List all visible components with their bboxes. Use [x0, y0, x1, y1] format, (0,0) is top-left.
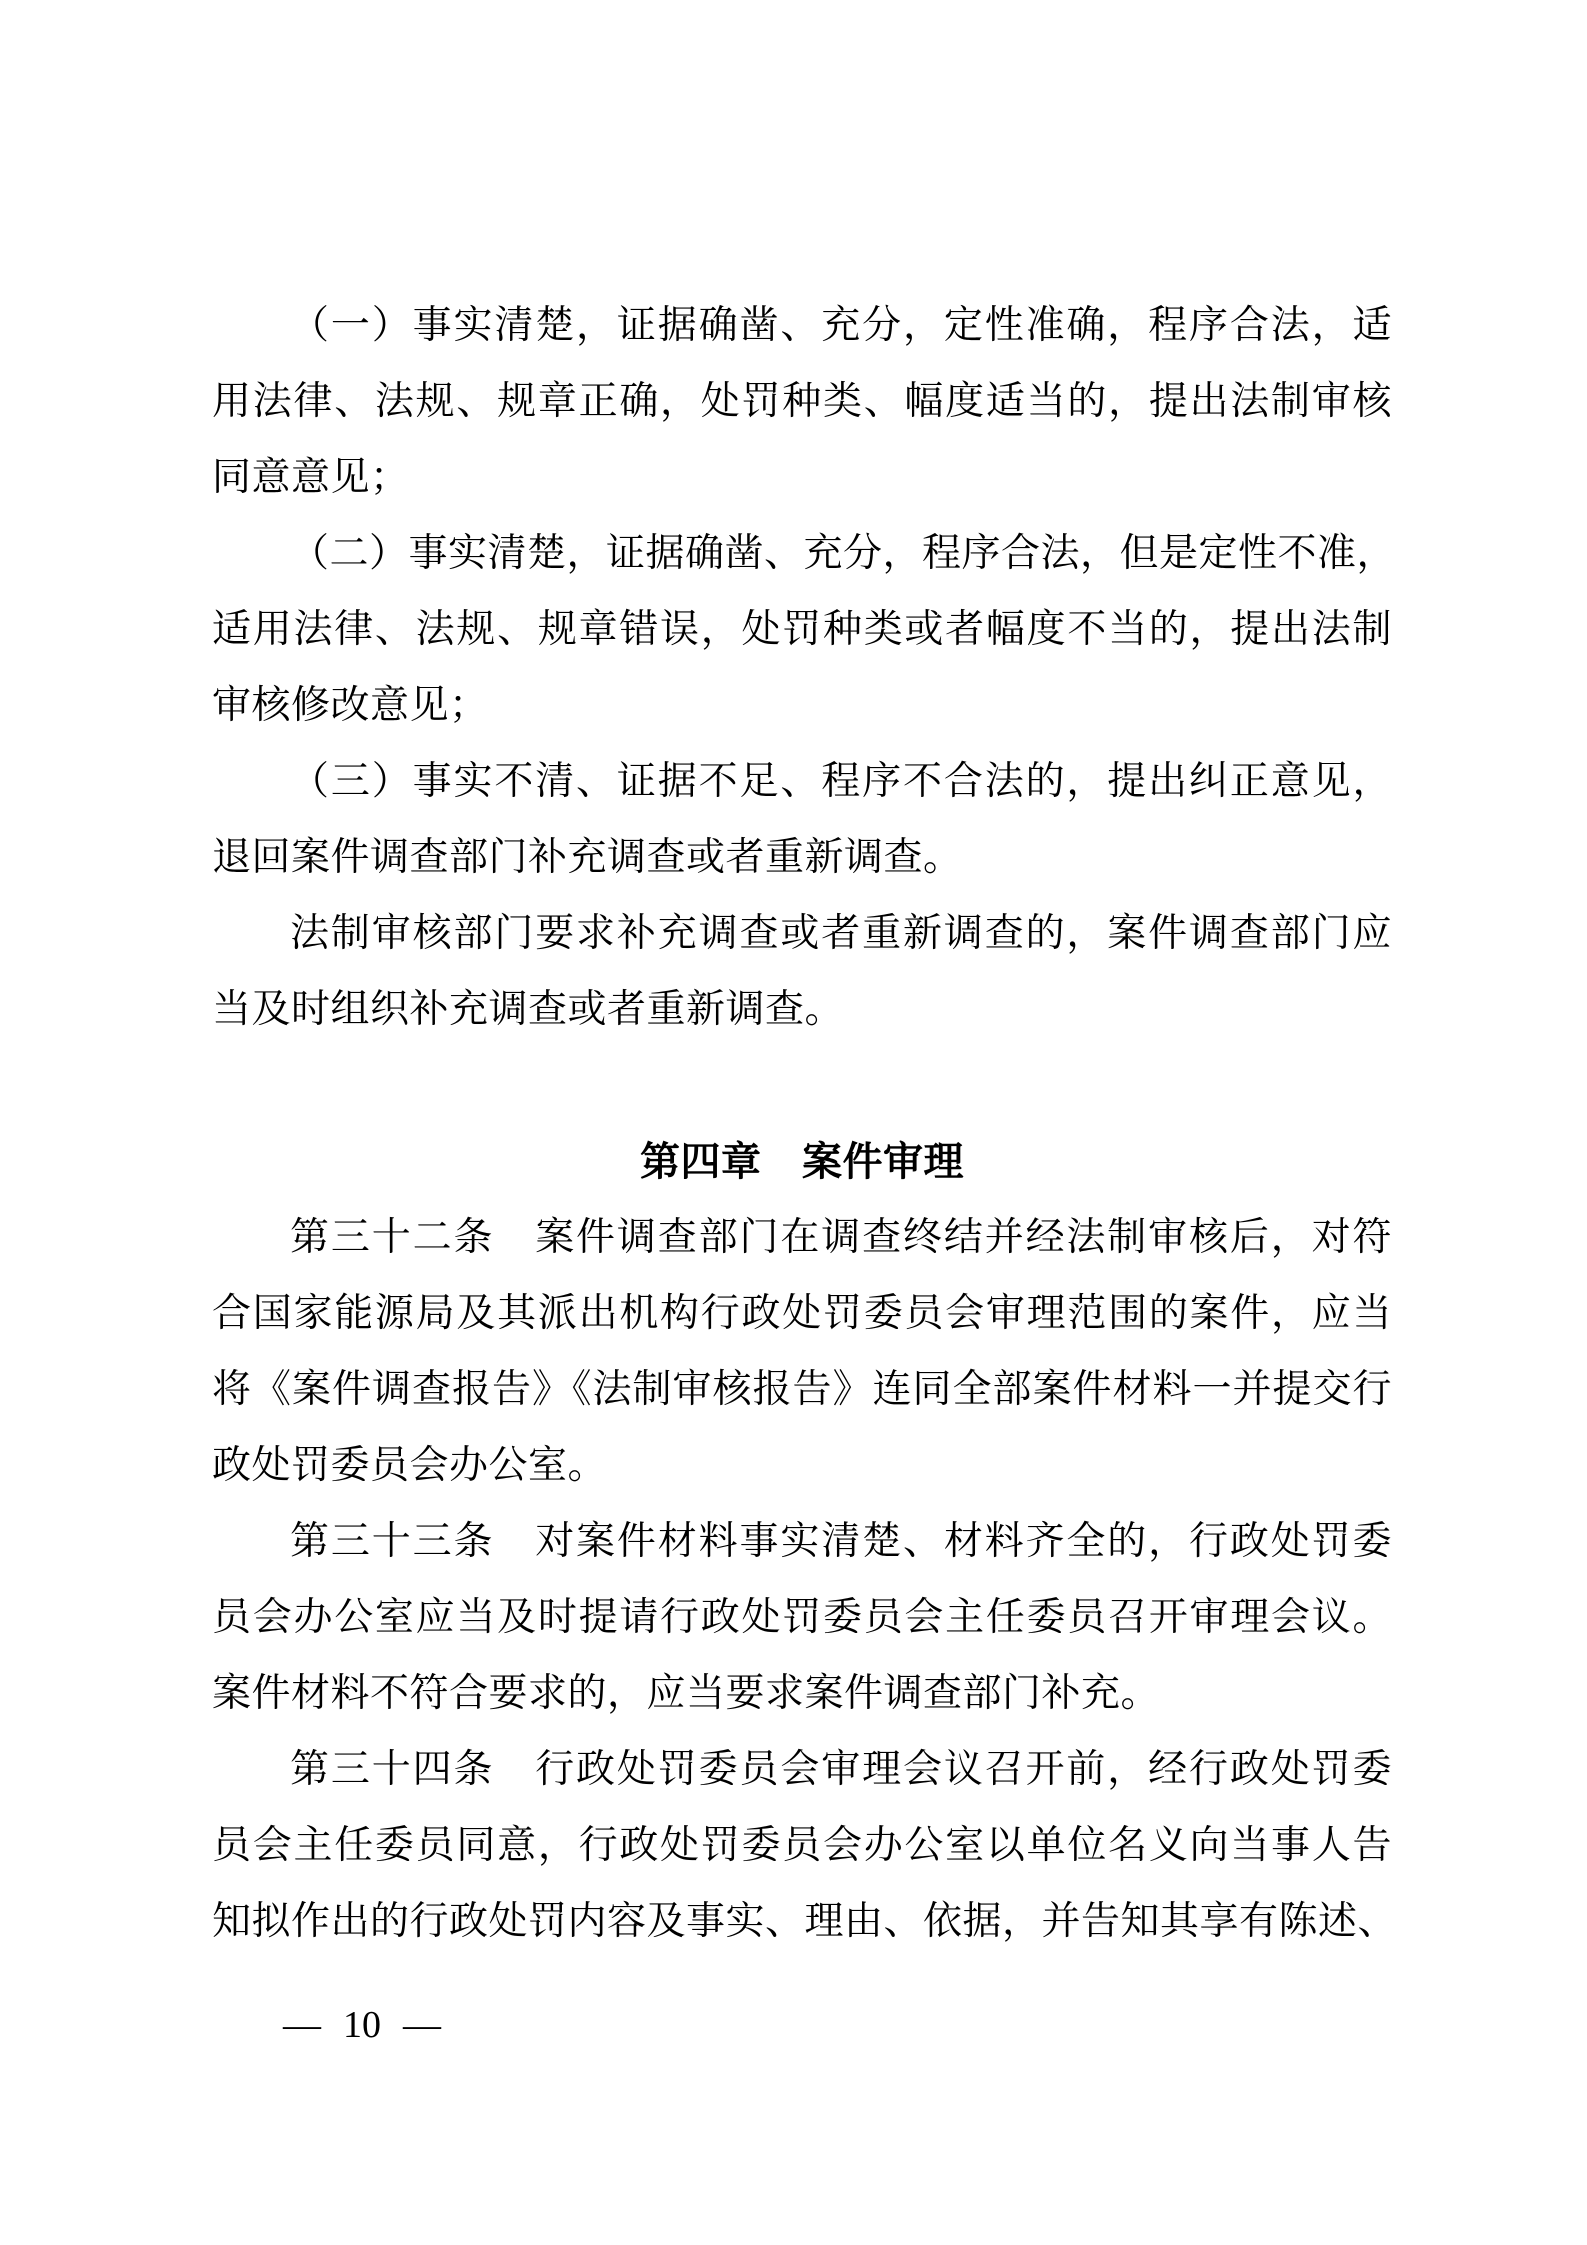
text-line: 用法律、法规、规章正确，处罚种类、幅度适当的，提出法制审核 — [212, 380, 1392, 423]
text-line: 将《案件调查报告》《法制审核报告》连同全部案件材料一并提交行 — [212, 1368, 1392, 1411]
text-line: 适用法律、法规、规章错误，处罚种类或者幅度不当的，提出法制 — [212, 608, 1392, 651]
page-footer — [283, 2002, 441, 2048]
text-line: 第三十二条 案件调查部门在调查终结并经法制审核后，对符 — [290, 1216, 1392, 1259]
text-line: 当及时组织补充调查或者重新调查。 — [212, 988, 845, 1031]
footer-dash-right: — — [403, 2004, 441, 2046]
text-line: 退回案件调查部门补充调查或者重新调查。 — [212, 836, 963, 879]
text-line: （一）事实清楚，证据确凿、充分，定性准确，程序合法，适 — [290, 304, 1392, 347]
text-line: 审核修改意见； — [212, 684, 489, 727]
text-line: 知拟作出的行政处罚内容及事实、理由、依据，并告知其享有陈述、 — [212, 1900, 1398, 1943]
text-line: 合国家能源局及其派出机构行政处罚委员会审理范围的案件，应当 — [212, 1292, 1392, 1335]
chapter-heading: 第四章 案件审理 — [640, 1140, 964, 1184]
text-line: 案件材料不符合要求的，应当要求案件调查部门补充。 — [212, 1672, 1161, 1715]
document-body — [212, 288, 1398, 1960]
text-line: 政处罚委员会办公室。 — [212, 1444, 608, 1487]
text-line: 同意意见； — [212, 456, 410, 499]
page-number: 10 — [343, 2004, 381, 2046]
text-line: 法制审核部门要求补充调查或者重新调查的，案件调查部门应 — [290, 912, 1392, 955]
text-line: （三）事实不清、证据不足、程序不合法的，提出纠正意见， — [290, 760, 1392, 803]
text-line: 员会主任委员同意，行政处罚委员会办公室以单位名义向当事人告 — [212, 1824, 1392, 1867]
footer-dash-left: — — [283, 2004, 321, 2046]
text-line: （二）事实清楚，证据确凿、充分，程序合法，但是定性不准， — [290, 532, 1397, 575]
text-line: 第三十三条 对案件材料事实清楚、材料齐全的，行政处罚委 — [290, 1520, 1392, 1563]
text-line: 员会办公室应当及时提请行政处罚委员会主任委员召开审理会议。 — [212, 1596, 1392, 1639]
text-line: 第三十四条 行政处罚委员会审理会议召开前，经行政处罚委 — [290, 1748, 1392, 1791]
